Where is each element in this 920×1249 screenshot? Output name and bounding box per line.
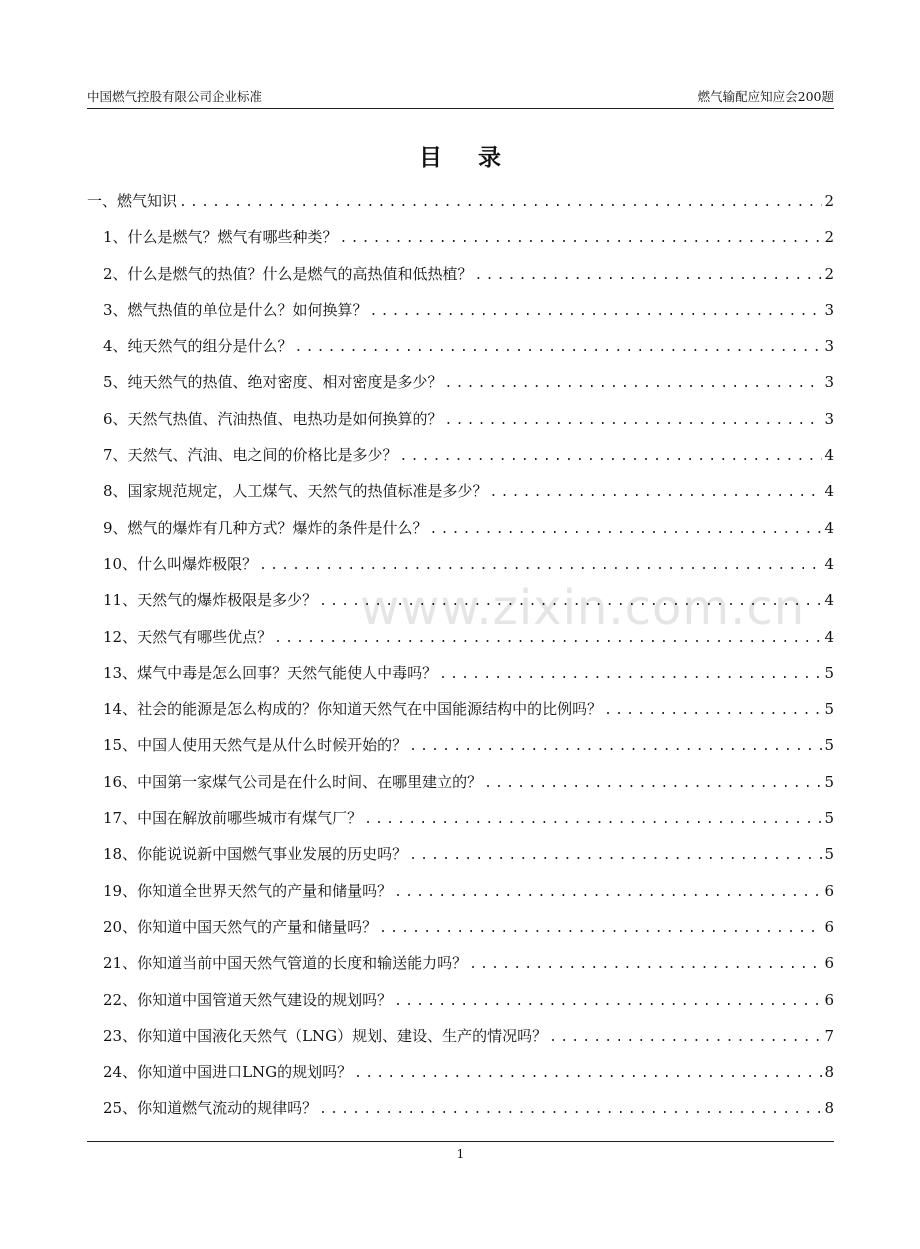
toc-dot-leader <box>179 195 822 210</box>
toc-dot-leader <box>400 449 822 464</box>
toc-entry-page: 4 <box>824 446 834 465</box>
toc-dot-leader <box>445 376 822 391</box>
toc-dot-leader <box>409 739 822 754</box>
page-number: 1 <box>456 1147 465 1161</box>
toc-entry-page: 4 <box>824 591 834 610</box>
toc-entry-page: 2 <box>824 264 834 283</box>
toc-dot-leader <box>469 957 822 972</box>
toc-entry-title: 18、你能说说新中国燃气事业发展的历史吗？ <box>103 845 408 864</box>
toc-entry[interactable] <box>87 916 834 952</box>
toc-entry-title: 16、中国第一家煤气公司是在什么时间、在哪里建立的？ <box>103 772 483 791</box>
toc-entry-title: 7、天然气、汽油、电之间的价格比是多少？ <box>103 446 398 465</box>
toc-entry-title: 4、纯天然气的组分是什么？ <box>103 337 293 356</box>
toc-dot-leader <box>319 594 822 609</box>
toc-entry-page: 8 <box>824 1063 834 1082</box>
toc-entry-page: 7 <box>824 1026 834 1045</box>
toc-dot-leader <box>549 1030 822 1045</box>
toc-dot-leader <box>394 994 822 1009</box>
toc-entry-page: 4 <box>824 518 834 537</box>
toc-entry-title: 11、天然气的爆炸极限是多少？ <box>103 591 318 610</box>
toc-entry[interactable] <box>87 734 834 770</box>
toc-dot-leader <box>274 631 822 646</box>
toc-entry[interactable] <box>87 1097 834 1133</box>
toc-entry-page: 6 <box>824 954 834 973</box>
toc-entry-title: 13、煤气中毒是怎么回事？天然气能使人中毒吗？ <box>103 663 438 682</box>
toc-dot-leader <box>409 848 822 863</box>
toc-entry[interactable] <box>87 371 834 407</box>
toc-dot-leader <box>445 413 822 428</box>
toc-dot-leader <box>379 921 822 936</box>
toc-entry-page: 6 <box>824 881 834 900</box>
toc-entry-page: 2 <box>824 192 834 210</box>
toc-entry-page: 3 <box>824 373 834 392</box>
toc-entry-page: 6 <box>824 990 834 1009</box>
toc-dot-leader <box>604 703 822 718</box>
toc-entry-title: 1、什么是燃气？燃气有哪些种类？ <box>103 228 338 247</box>
toc-entry-title: 6、天然气热值、汽油热值、电热功是如何换算的？ <box>103 409 443 428</box>
page-header <box>87 88 834 109</box>
toc-entry-page: 6 <box>824 917 834 936</box>
toc-entry-title: 10、什么叫爆炸极限？ <box>103 554 258 573</box>
toc-entry-page: 5 <box>824 772 834 791</box>
toc-entry[interactable] <box>87 408 834 444</box>
toc-entry-page: 3 <box>824 409 834 428</box>
toc-entry[interactable] <box>87 190 834 226</box>
toc-entry-title: 2、什么是燃气的热值？什么是燃气的高热值和低热植？ <box>103 264 473 283</box>
toc-entry[interactable] <box>87 553 834 589</box>
toc-dot-leader <box>430 522 822 537</box>
toc-entry-page: 5 <box>824 809 834 828</box>
toc-entry[interactable] <box>87 480 834 516</box>
toc-entry[interactable] <box>87 771 834 807</box>
toc-entry-page: 4 <box>824 554 834 573</box>
toc-entry-page: 5 <box>824 700 834 719</box>
toc-entry-title: 20、你知道中国天然气的产量和储量吗？ <box>103 917 378 936</box>
toc-entry-title: 8、国家规范规定，人工煤气、天然气的热值标准是多少？ <box>103 482 488 501</box>
toc-entry-title: 一、燃气知识 <box>87 192 178 210</box>
toc-entry-title: 5、纯天然气的热值、绝对密度、相对密度是多少？ <box>103 373 443 392</box>
toc-entry[interactable] <box>87 335 834 371</box>
toc-entry[interactable] <box>87 263 834 299</box>
toc-dot-leader <box>370 304 822 319</box>
toc-entry[interactable] <box>87 1061 834 1097</box>
header-document-title: 燃气输配应知应会200题 <box>697 89 834 104</box>
toc-entry-title: 15、中国人使用天然气是从什么时候开始的？ <box>103 736 408 755</box>
toc-entry-title: 19、你知道全世界天然气的产量和储量吗？ <box>103 881 393 900</box>
toc-dot-leader <box>259 558 822 573</box>
toc-entry-title: 24、你知道中国进口LNG的规划吗？ <box>103 1063 353 1082</box>
toc-entry[interactable] <box>87 1025 834 1061</box>
toc-entry-page: 5 <box>824 663 834 682</box>
toc-entry[interactable] <box>87 698 834 734</box>
toc-entry-page: 8 <box>824 1099 834 1118</box>
toc-entry-page: 5 <box>824 736 834 755</box>
toc-entry[interactable] <box>87 807 834 843</box>
toc-dot-leader <box>364 812 822 827</box>
toc-entry-title: 23、你知道中国液化天然气（LNG）规划、建设、生产的情况吗？ <box>103 1026 548 1045</box>
toc-entry-page: 2 <box>824 228 834 247</box>
header-company-standard: 中国燃气控股有限公司企业标准 <box>87 89 263 104</box>
toc-dot-leader <box>484 776 822 791</box>
page-footer <box>87 1141 834 1161</box>
toc-dot-leader <box>475 268 822 283</box>
toc-dot-leader <box>354 1066 822 1081</box>
toc-entry-title: 25、你知道燃气流动的规律吗？ <box>103 1099 318 1118</box>
toc-entry[interactable] <box>87 444 834 480</box>
watermark-text: www.zixin.com.cn <box>360 580 806 636</box>
toc-entry[interactable] <box>87 843 834 879</box>
toc-entry-page: 5 <box>824 845 834 864</box>
toc-entry[interactable] <box>87 952 834 988</box>
toc-entry-title: 22、你知道中国管道天然气建设的规划吗？ <box>103 990 393 1009</box>
toc-entry-title: 21、你知道当前中国天然气管道的长度和输送能力吗？ <box>103 954 468 973</box>
toc-entry-title: 14、社会的能源是怎么构成的？你知道天然气在中国能源结构中的比例吗？ <box>103 700 603 719</box>
toc-entry-page: 3 <box>824 300 834 319</box>
toc-entry[interactable] <box>87 589 834 625</box>
toc-dot-leader <box>490 485 822 500</box>
toc-dot-leader <box>295 340 822 355</box>
toc-entry-page: 4 <box>824 627 834 646</box>
toc-entry[interactable] <box>87 989 834 1025</box>
toc-dot-leader <box>439 667 822 682</box>
toc-entry[interactable] <box>87 626 834 662</box>
toc-entry-title: 3、燃气热值的单位是什么？如何换算？ <box>103 300 368 319</box>
toc-entry[interactable] <box>87 226 834 262</box>
toc-entry[interactable] <box>87 880 834 916</box>
toc-entry[interactable] <box>87 662 834 698</box>
table-of-contents <box>87 190 834 1134</box>
toc-entry[interactable] <box>87 299 834 335</box>
toc-entry-title: 17、中国在解放前哪些城市有煤气厂？ <box>103 809 363 828</box>
toc-dot-leader <box>394 885 822 900</box>
page-title: 目录 <box>419 144 537 171</box>
toc-dot-leader <box>340 231 822 246</box>
toc-entry-page: 3 <box>824 337 834 356</box>
toc-entry-page: 4 <box>824 482 834 501</box>
toc-entry-title: 9、燃气的爆炸有几种方式？爆炸的条件是什么？ <box>103 518 428 537</box>
toc-dot-leader <box>319 1102 822 1117</box>
toc-entry[interactable] <box>87 517 834 553</box>
toc-entry-title: 12、天然气有哪些优点？ <box>103 627 273 646</box>
